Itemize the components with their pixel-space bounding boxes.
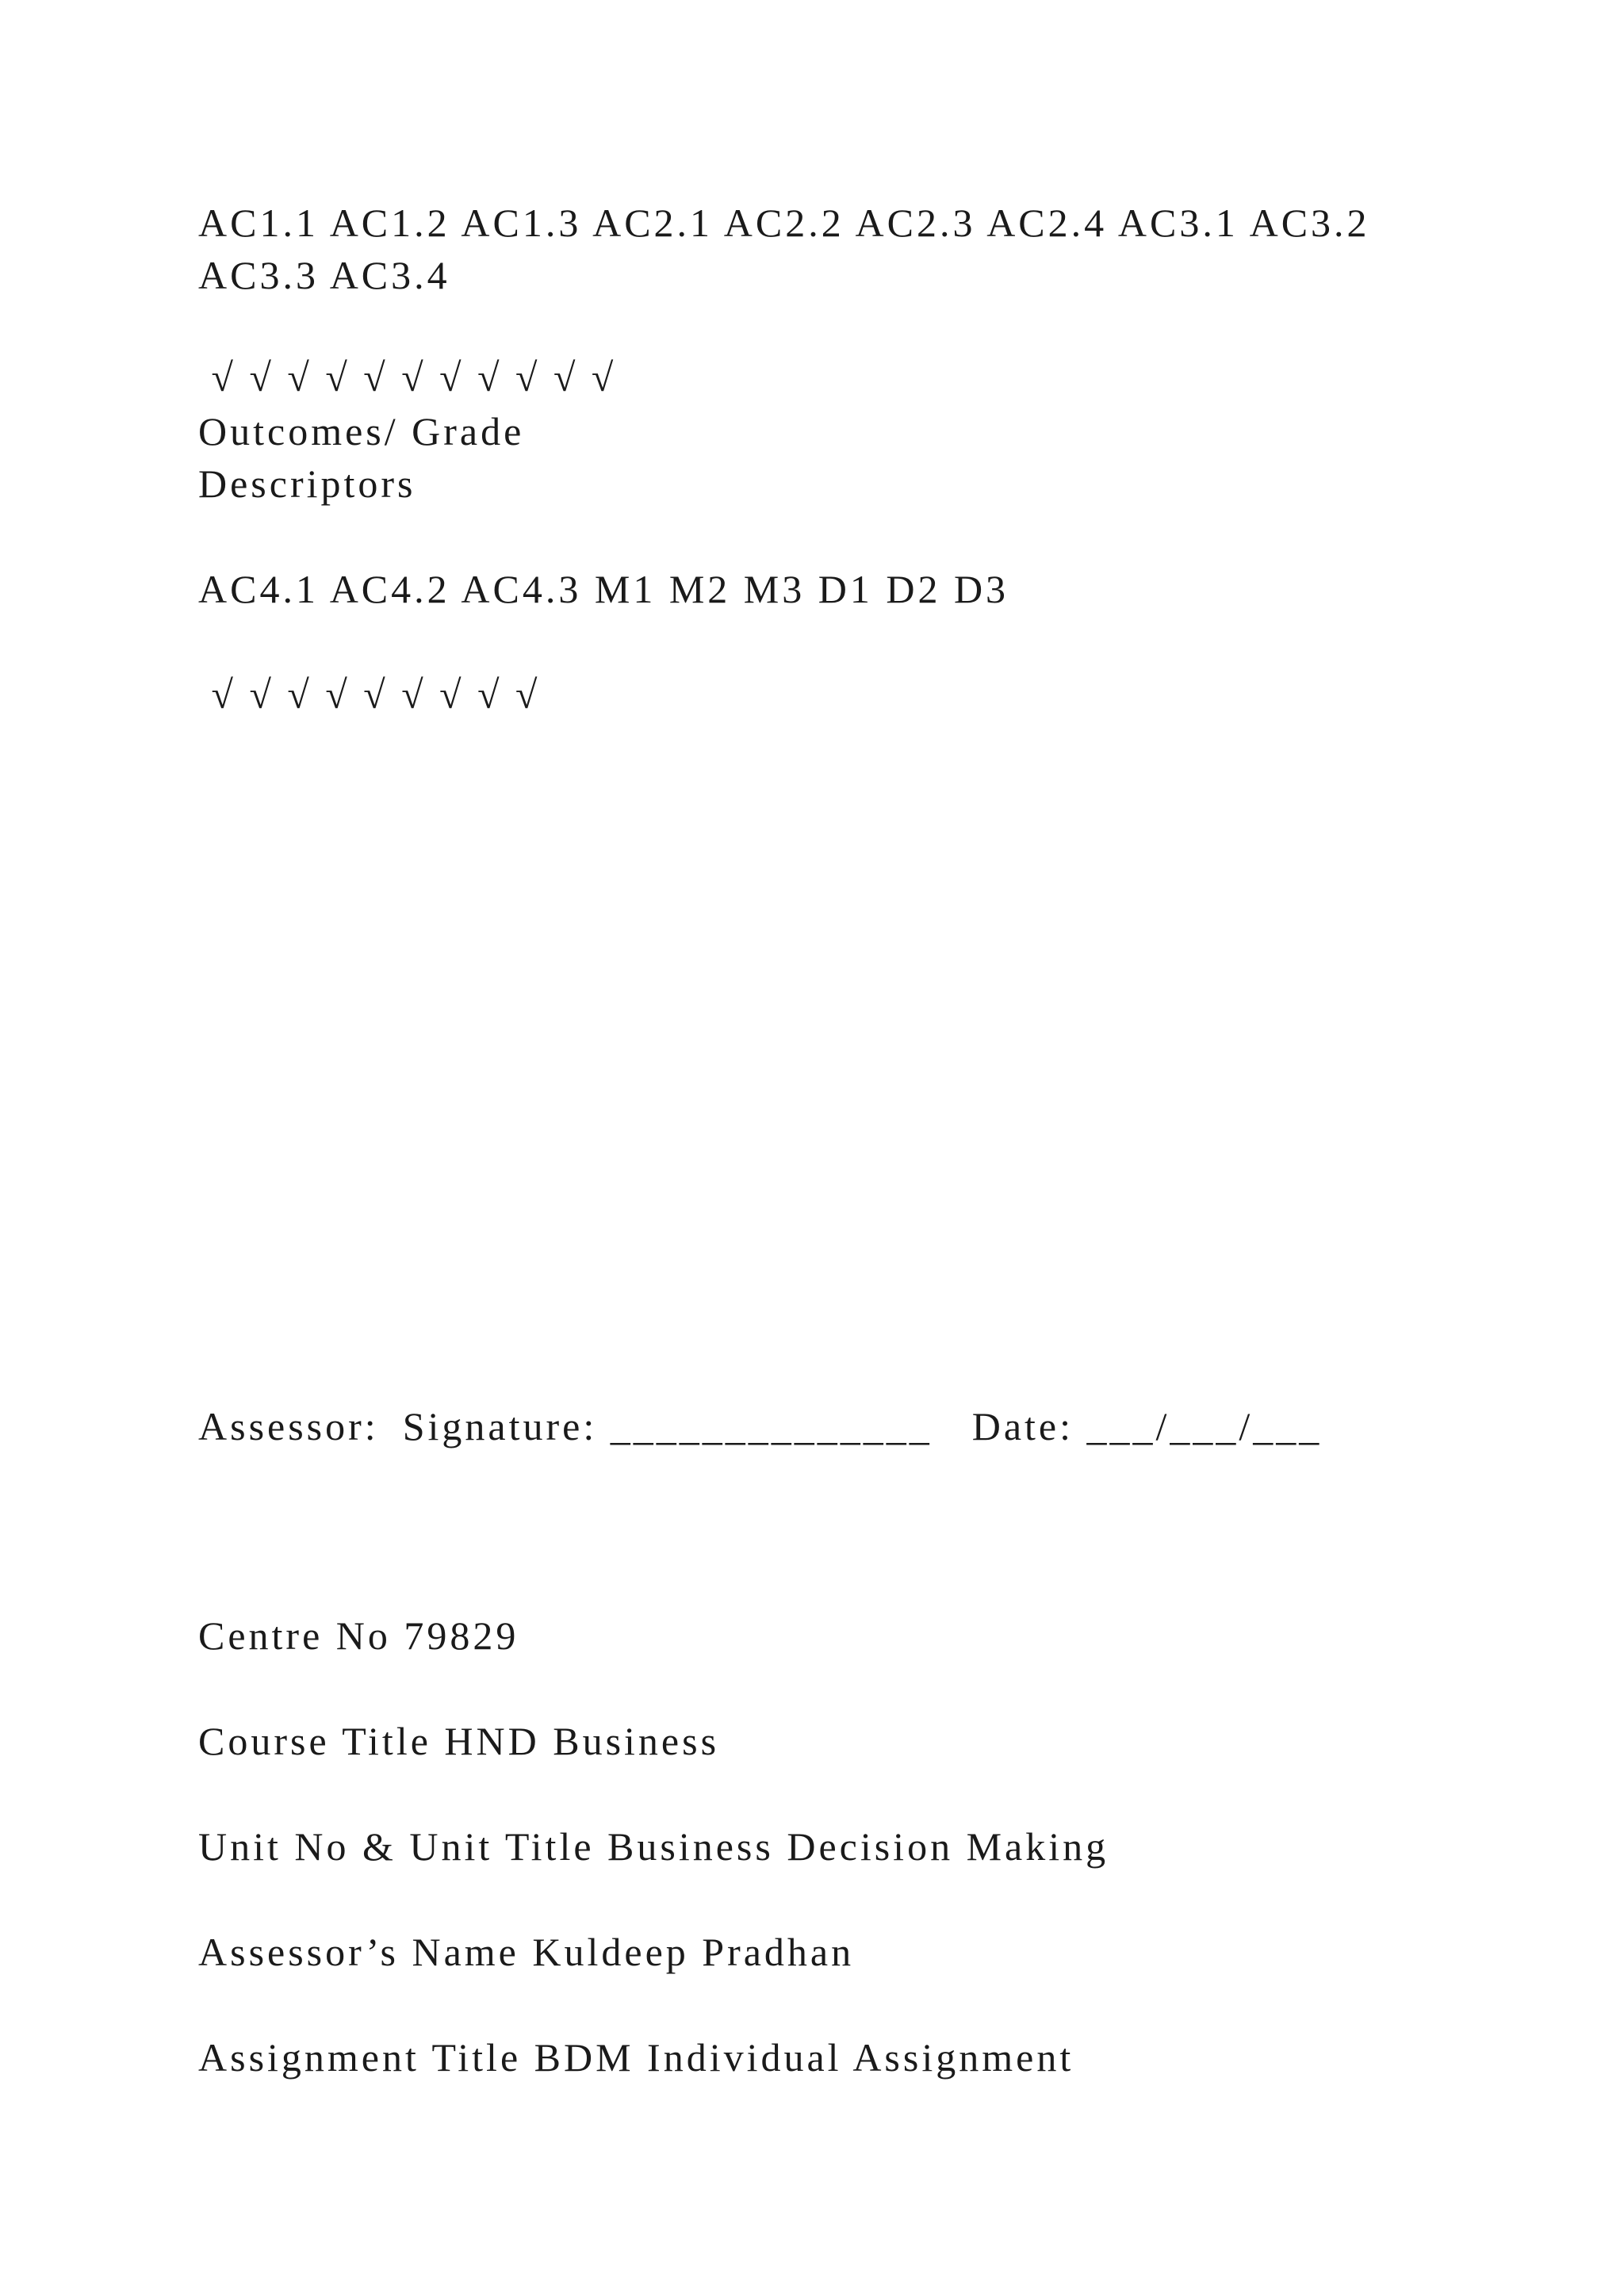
signature-field: Signature: ______________ <box>402 1404 933 1448</box>
unit-title: Unit No & Unit Title Business Decision Making <box>198 1824 1109 1869</box>
assessor-signature-line <box>198 1400 1322 1452</box>
assignment-title: Assignment Title BDM Individual Assignment <box>198 2035 1074 2080</box>
centre-number: Centre No 79829 <box>198 1613 519 1658</box>
criteria-row-1-wrap: AC3.3 AC3.4 <box>198 253 450 297</box>
ticks-row-2: √ √ √ √ √ √ √ √ √ <box>198 672 541 717</box>
date-field: Date: ___/___/___ <box>971 1404 1323 1448</box>
criteria-row-1: AC1.1 AC1.2 AC1.3 AC2.1 AC2.2 AC2.3 AC2.4 AC3.1 AC3.2 <box>198 201 1370 245</box>
outcomes-label-line-2: Descriptors <box>198 461 416 506</box>
criteria-row-2: AC4.1 AC4.2 AC4.3 M1 M2 M3 D1 D2 D3 <box>198 567 1009 611</box>
outcomes-label-line-1: Outcomes/ Grade <box>198 409 525 453</box>
course-title: Course Title HND Business <box>198 1719 720 1763</box>
assessor-label: Assessor: <box>198 1404 379 1448</box>
assessor-name: Assessor’s Name Kuldeep Pradhan <box>198 1930 855 1974</box>
ticks-row-1: √ √ √ √ √ √ √ √ √ √ √ <box>198 355 617 400</box>
